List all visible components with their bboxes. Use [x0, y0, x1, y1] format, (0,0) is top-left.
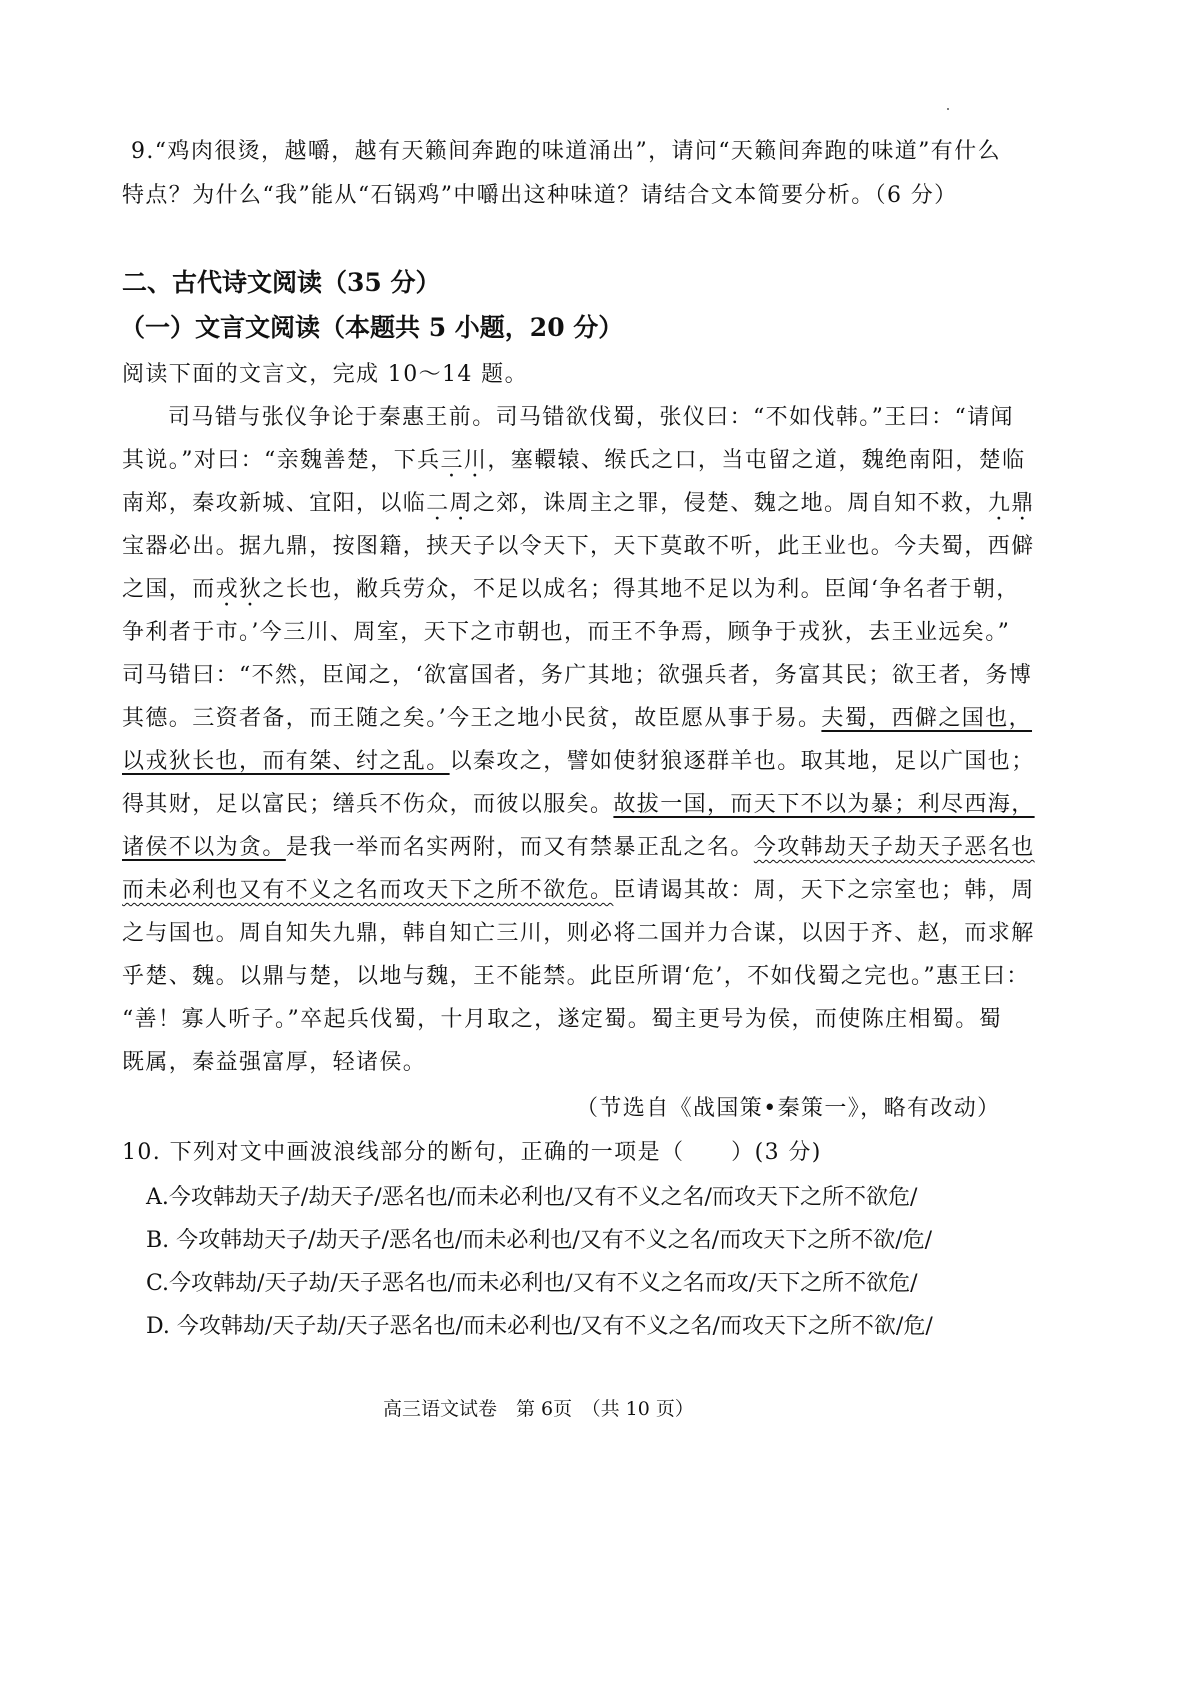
emphasis-char: 周	[449, 491, 474, 516]
passage-line: 司马错与张仪争论于秦惠王前。司马错欲伐蜀，张仪曰：“不如伐韩。”王曰：“请闻	[168, 405, 1014, 430]
option-d: D. 今攻韩劫/天子劫/天子恶名也/而未必利也/又有不义之名/而攻天下之所不欲/危/	[146, 1314, 933, 1339]
passage-line: 司马错曰：“不然，臣闻之，‘欲富国者，务广其地；欲强兵者，务富其民；欲王者，务博	[122, 663, 1033, 688]
passage-line: 南郑，秦攻新城、宜阳，以临二周之郊，诛周主之罪，侵楚、魏之地。周自知不救，九鼎	[122, 491, 1035, 516]
passage-source: （节选自《战国策•秦策一》，略有改动）	[576, 1096, 1001, 1121]
passage-line: 争利者于市。’今三川、周室，天下之市朝也，而王不争焉，顾争于戎狄，去王业远矣。”	[122, 620, 1011, 645]
emphasis-char: 三	[440, 448, 464, 473]
wavy-underlined-sentence: 今攻韩劫天子劫天子恶名也	[753, 835, 1035, 860]
section-title: 二、古代诗文阅读（35 分）	[122, 268, 441, 297]
passage-line: 乎楚、魏。以鼎与楚，以地与魏，王不能禁。此臣所谓‘危’，不如伐蜀之完也。”惠王曰：	[122, 964, 1030, 989]
underlined-sentence: 诸侯不以为贪。	[122, 835, 286, 860]
passage-line: 宝器必出。据九鼎，按图籍，挟天子以令天下，天下莫敢不听，此王业也。今夫蜀，西僻	[122, 534, 1035, 559]
option-a: A.今攻韩劫天子/劫天子/恶名也/而未必利也/又有不义之名/而攻天下之所不欲危/	[146, 1185, 918, 1210]
question-9-line-1: 9.“鸡肉很烫，越嚼，越有天籁间奔跑的味道涌出”，请问“天籁间奔跑的味道”有什么	[131, 139, 1001, 164]
question-10-stem: 10. 下列对文中画波浪线部分的断句，正确的一项是（ ）(3 分)	[122, 1140, 822, 1165]
passage-line: 得其财，足以富民；缮兵不伤众，而彼以服矣。故拔一国，而天下不以为暴；利尽西海，	[122, 792, 1035, 817]
passage-line: 其德。三资者备，而王随之矣。’今王之地小民贫，故臣愿从事于易。夫蜀，西僻之国也，	[122, 706, 1033, 731]
instruction: 阅读下面的文言文，完成 10～14 题。	[122, 362, 528, 387]
emphasis-char: 狄	[239, 577, 263, 602]
scan-speck	[947, 108, 949, 110]
emphasis-char: 二	[426, 491, 450, 516]
wavy-underlined-sentence: 而未必利也又有不义之名而攻天下之所不欲危。	[122, 878, 614, 903]
passage-line: 以戎狄长也，而有桀、纣之乱。以秦攻之，譬如使豺狼逐群羊也。取其地，足以广国也；	[122, 749, 1035, 774]
passage-line: 既属，秦益强富厚，轻诸侯。	[122, 1050, 427, 1075]
underlined-sentence: 故拔一国，而天下不以为暴；利尽西海，	[613, 792, 1035, 817]
underlined-sentence: 夫蜀，西僻之国也，	[821, 706, 1033, 731]
emphasis-char: 川	[463, 448, 488, 473]
passage-line: 之与国也。周自知失九鼎，韩自知亡三川，则必将二国并力合谋，以因于齐、赵，而求解	[122, 921, 1035, 946]
underlined-sentence: 以戎狄长也，而有桀、纣之乱。	[122, 749, 450, 774]
passage-line: “善！寡人听子。”卒起兵伐蜀，十月取之，遂定蜀。蜀主更号为侯，而使陈庄相蜀。蜀	[122, 1007, 1003, 1032]
page-footer: 高三语文试卷 第 6页 （共 10 页）	[383, 1398, 694, 1420]
option-b: B. 今攻韩劫天子/劫天子/恶名也/而未必利也/又有不义之名/而攻天下之所不欲/危/	[146, 1228, 933, 1253]
passage-line: 而未必利也又有不义之名而攻天下之所不欲危。臣请谒其故：周，天下之宗室也；韩，周	[122, 878, 1035, 903]
passage-line: 其说。”对曰：“亲魏善楚，下兵三川，塞轘辕、缑氏之口，当屯留之道，魏绝南阳，楚临	[122, 448, 1026, 473]
emphasis-char: 九	[987, 491, 1012, 516]
emphasis-char: 戎	[215, 577, 240, 602]
question-9-line-2: 特点？为什么“我”能从“石锅鸡”中嚼出这种味道？请结合文本简要分析。（6 分）	[122, 183, 958, 208]
option-c: C.今攻韩劫/天子劫/天子恶名也/而未必利也/又有不义之名而攻/天下之所不欲危/	[146, 1271, 918, 1296]
section-subtitle: （一）文言文阅读（本题共 5 小题，20 分）	[120, 313, 624, 342]
passage-line: 之国，而戎狄之长也，敝兵劳众，不足以成名；得其地不足以为利。臣闻‘争名者于朝，	[122, 577, 1020, 602]
passage-line: 诸侯不以为贪。是我一举而名实两附，而又有禁暴正乱之名。今攻韩劫天子劫天子恶名也	[122, 835, 1035, 860]
emphasis-char: 鼎	[1011, 491, 1035, 516]
